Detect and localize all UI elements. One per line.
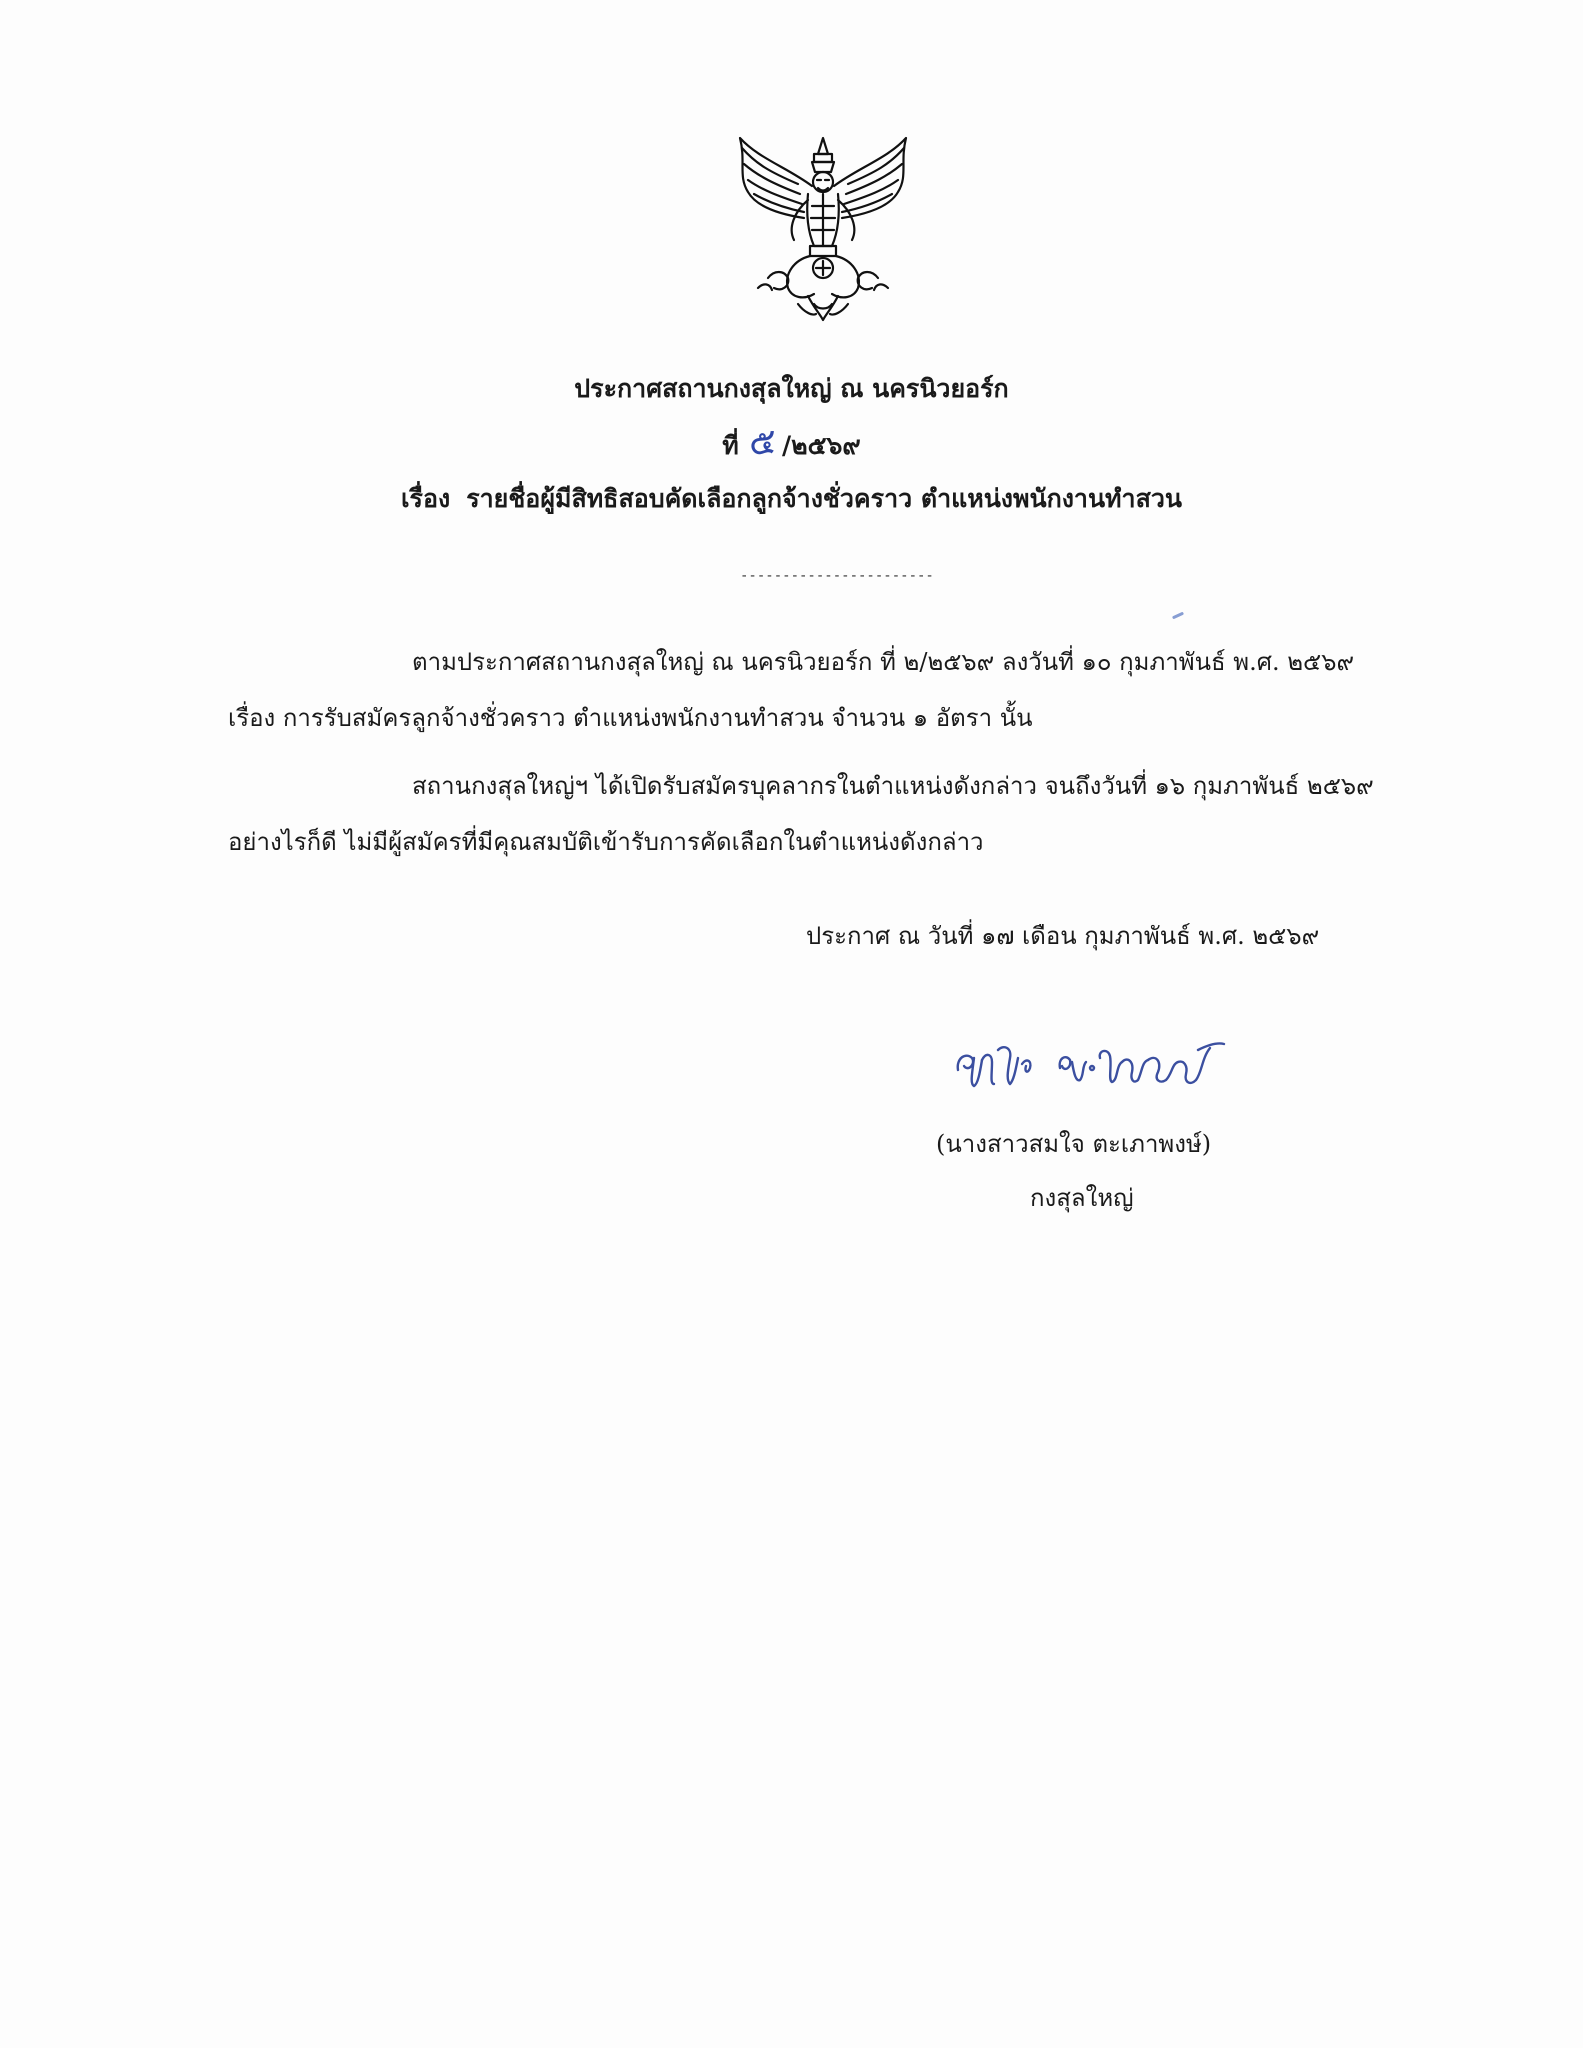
number-year: /๒๕๖๙ <box>782 431 861 460</box>
subject-text: รายชื่อผู้มีสิทธิสอบคัดเลือกลูกจ้างชั่วคราว ตำแหน่งพนักงานทำสวน <box>466 484 1182 513</box>
handwritten-number: ๕ <box>747 421 778 464</box>
paragraph-1-line-2: เรื่อง การรับสมัครลูกจ้างชั่วคราว ตำแหน่งพนักงานทำสวน จำนวน ๑ อัตรา นั้น <box>228 704 1033 732</box>
announcement-date: ประกาศ ณ วันที่ ๑๗ เดือน กุมภาพันธ์ พ.ศ. ๒๕๖๙ <box>806 922 1320 950</box>
separator-line: ----------------------- <box>740 568 934 584</box>
signer-position: กงสุลใหญ่ <box>1030 1184 1134 1212</box>
garuda-emblem-icon <box>728 128 918 324</box>
announcement-title: ประกาศสถานกงสุลใหญ่ ณ นครนิวยอร์ก <box>574 374 1009 403</box>
ink-mark <box>1172 612 1184 620</box>
handwritten-signature <box>952 1028 1252 1098</box>
paragraph-1-line-1: ตามประกาศสถานกงสุลใหญ่ ณ นครนิวยอร์ก ที่ ๒/๒๕๖๙ ลงวันที่ ๑๐ กุมภาพันธ์ พ.ศ. ๒๕๖๙ <box>412 648 1355 676</box>
paragraph-2-line-2: อย่างไรก็ดี ไม่มีผู้สมัครที่มีคุณสมบัติเข้ารับการคัดเลือกในตำแหน่งดังกล่าว <box>228 828 984 856</box>
number-prefix: ที่ <box>722 431 739 460</box>
announcement-subject <box>0 482 1583 516</box>
paragraph-2-line-1: สถานกงสุลใหญ่ฯ ได้เปิดรับสมัครบุคลากรในตำแหน่งดังกล่าว จนถึงวันที่ ๑๖ กุมภาพันธ์ ๒๕๖๙ <box>412 772 1374 800</box>
subject-label: เรื่อง <box>401 484 451 513</box>
signer-name: (นางสาวสมใจ ตะเภาพงษ์) <box>936 1130 1212 1158</box>
announcement-number <box>0 421 1583 464</box>
